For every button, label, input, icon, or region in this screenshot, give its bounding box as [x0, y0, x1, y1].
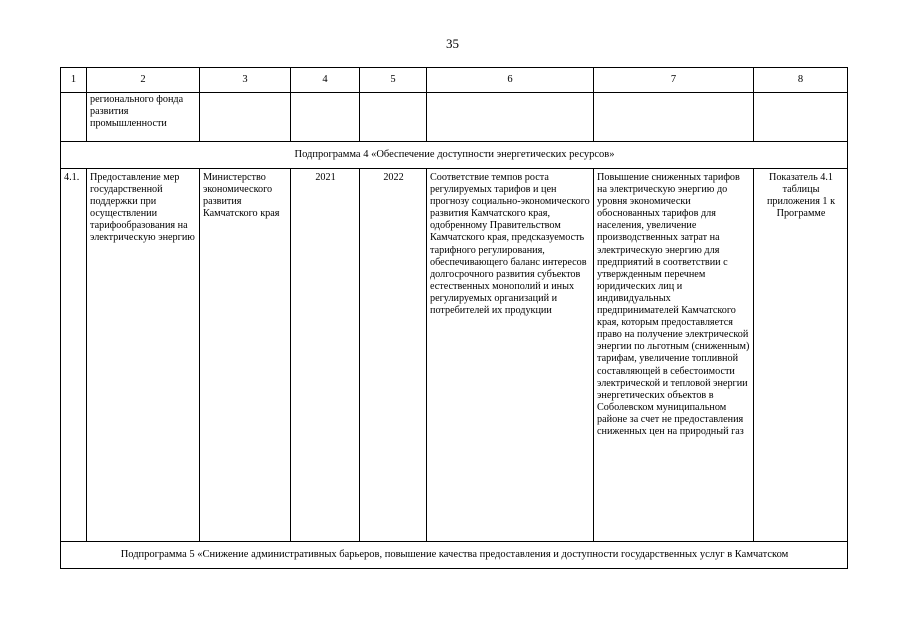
cont-cell-6: [427, 93, 594, 142]
program-table: [60, 67, 848, 569]
table-row-4-1: [61, 169, 848, 542]
row-number: 4.1.: [61, 169, 87, 542]
subprogram-5-row: [61, 542, 848, 569]
header-col-7: 7: [594, 68, 754, 93]
cont-cell-7: [594, 93, 754, 142]
header-col-4: 4: [291, 68, 360, 93]
header-col-1: 1: [61, 68, 87, 93]
header-col-5: 5: [360, 68, 427, 93]
consequences: Повышение сниженных тарифов на электрическую энергию до уровня экономически обоснованных тарифов для населения, увеличение производственных затрат на электрическую энергию для предприятий в соответствии с утвержденным перечнем юридических лиц и индивидуальных предпринимателей Камчатского края, которым предоставляется право на получение электрической энергии по льготным (сниженным) тарифам, увеличение топливной составляющей в себестоимости электрической и тепловой энергии энергетических объектов в Соболевском муниципальном районе за счет не предоставления сниженных цен на природный газ: [594, 169, 754, 542]
header-col-3: 3: [200, 68, 291, 93]
subprogram-5-title: Подпрограмма 5 «Снижение административных барьеров, повышение качества предоставления и доступности государственных услуг в Камчатском: [61, 542, 848, 569]
header-col-6: 6: [427, 68, 594, 93]
cont-cell-name: регионального фонда развития промышленности: [87, 93, 200, 142]
table-header-row: [61, 68, 848, 93]
indicator: Показатель 4.1 таблицы приложения 1 к Программе: [754, 169, 848, 542]
cont-cell-1: [61, 93, 87, 142]
expected-result: Соответствие темпов роста регулируемых тарифов и цен прогнозу социально-экономического развития Камчатского края, одобренному Правительством Камчатского края, предсказуемость тарифного регулирования, обеспечивающего баланс интересов долгосрочного развития субъектов естественных монополий и иных регулируемых организаций и потребителей их продукции: [427, 169, 594, 542]
header-col-2: 2: [87, 68, 200, 93]
start-year: 2021: [291, 169, 360, 542]
cont-cell-8: [754, 93, 848, 142]
page-number: 35: [446, 36, 459, 51]
cont-cell-3: [200, 93, 291, 142]
end-year: 2022: [360, 169, 427, 542]
subprogram-4-row: [61, 142, 848, 169]
executor: Министерство экономического развития Камчатского края: [200, 169, 291, 542]
cont-cell-5: [360, 93, 427, 142]
header-col-8: 8: [754, 68, 848, 93]
continuation-row: [61, 93, 848, 142]
measure-name: Предоставление мер государственной поддержки при осуществлении тарифообразования на электрическую энергию: [87, 169, 200, 542]
subprogram-4-title: Подпрограмма 4 «Обеспечение доступности энергетических ресурсов»: [61, 142, 848, 169]
cont-cell-4: [291, 93, 360, 142]
